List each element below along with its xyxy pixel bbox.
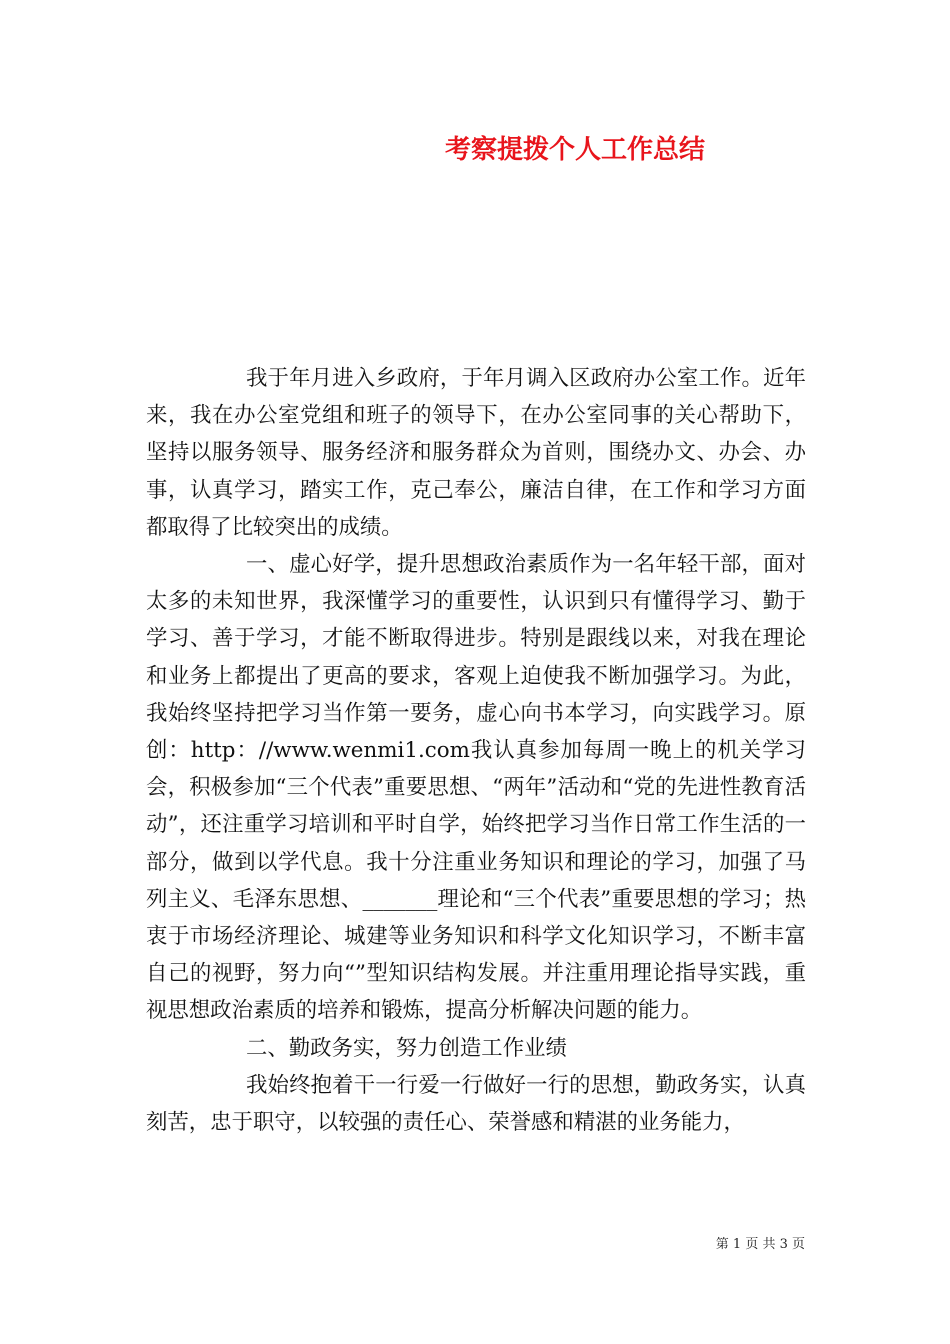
body-paragraph-section-1: 一、虚心好学，提升思想政治素质作为一名年轻干部，面对太多的未知世界，我深懂学习的重要性，认识到只有懂得学习、勤于学习、善于学习，才能不断取得进步。特别是跟线以来，对我在理论和业务上都提出了更高的要求，客观上迫使我不断加强学习。为此，我始终坚持把学习当作第一要务，虚心向书本学习，向实践学习。原创：http：//www.wenmi1.com我认真参加每周一晚上的机关学习会，积极参加“三个代表”重要思想、“两年”活动和“党的先进性教育活动”，还注重学习培训和平时自学，始终把学习当作日常工作生活的一部分，做到以学代息。我十分注重业务知识和理论的学习，加强了马列主义、毛泽东思想、_______理论和“三个代表”重要思想的学习；热衷于市场经济理论、城建等业务知识和科学文化知识学习，不断丰富自己的视野，努力向“”型知识结构发展。并注重用理论指导实践，重视思想政治素质的培养和锻炼，提高分析解决问题的能力。 xyxy=(146,552,806,1024)
section-heading-2: 二、勤政务实，努力创造工作业绩 xyxy=(246,1035,567,1061)
document-body xyxy=(146,360,806,1141)
page-number-footer: 第 1 页 共 3 页 xyxy=(715,1237,805,1252)
body-paragraph-section-2: 我始终抱着干一行爱一行做好一行的思想，勤政务实，认真刻苦，忠于职守，以较强的责任心、荣誉感和精湛的业务能力， xyxy=(146,1072,806,1136)
document-title: 考察提拨个人工作总结 xyxy=(444,135,705,165)
body-paragraph-intro: 我于年月进入乡政府，于年月调入区政府办公室工作。近年来，我在办公室党组和班子的领导下，在办公室同事的关心帮助下，坚持以服务领导、服务经济和服务群众为首则，围绕办文、办会、办事，认真学习，踏实工作，克己奉公，廉洁自律，在工作和学习方面都取得了比较突出的成绩。 xyxy=(146,366,806,540)
